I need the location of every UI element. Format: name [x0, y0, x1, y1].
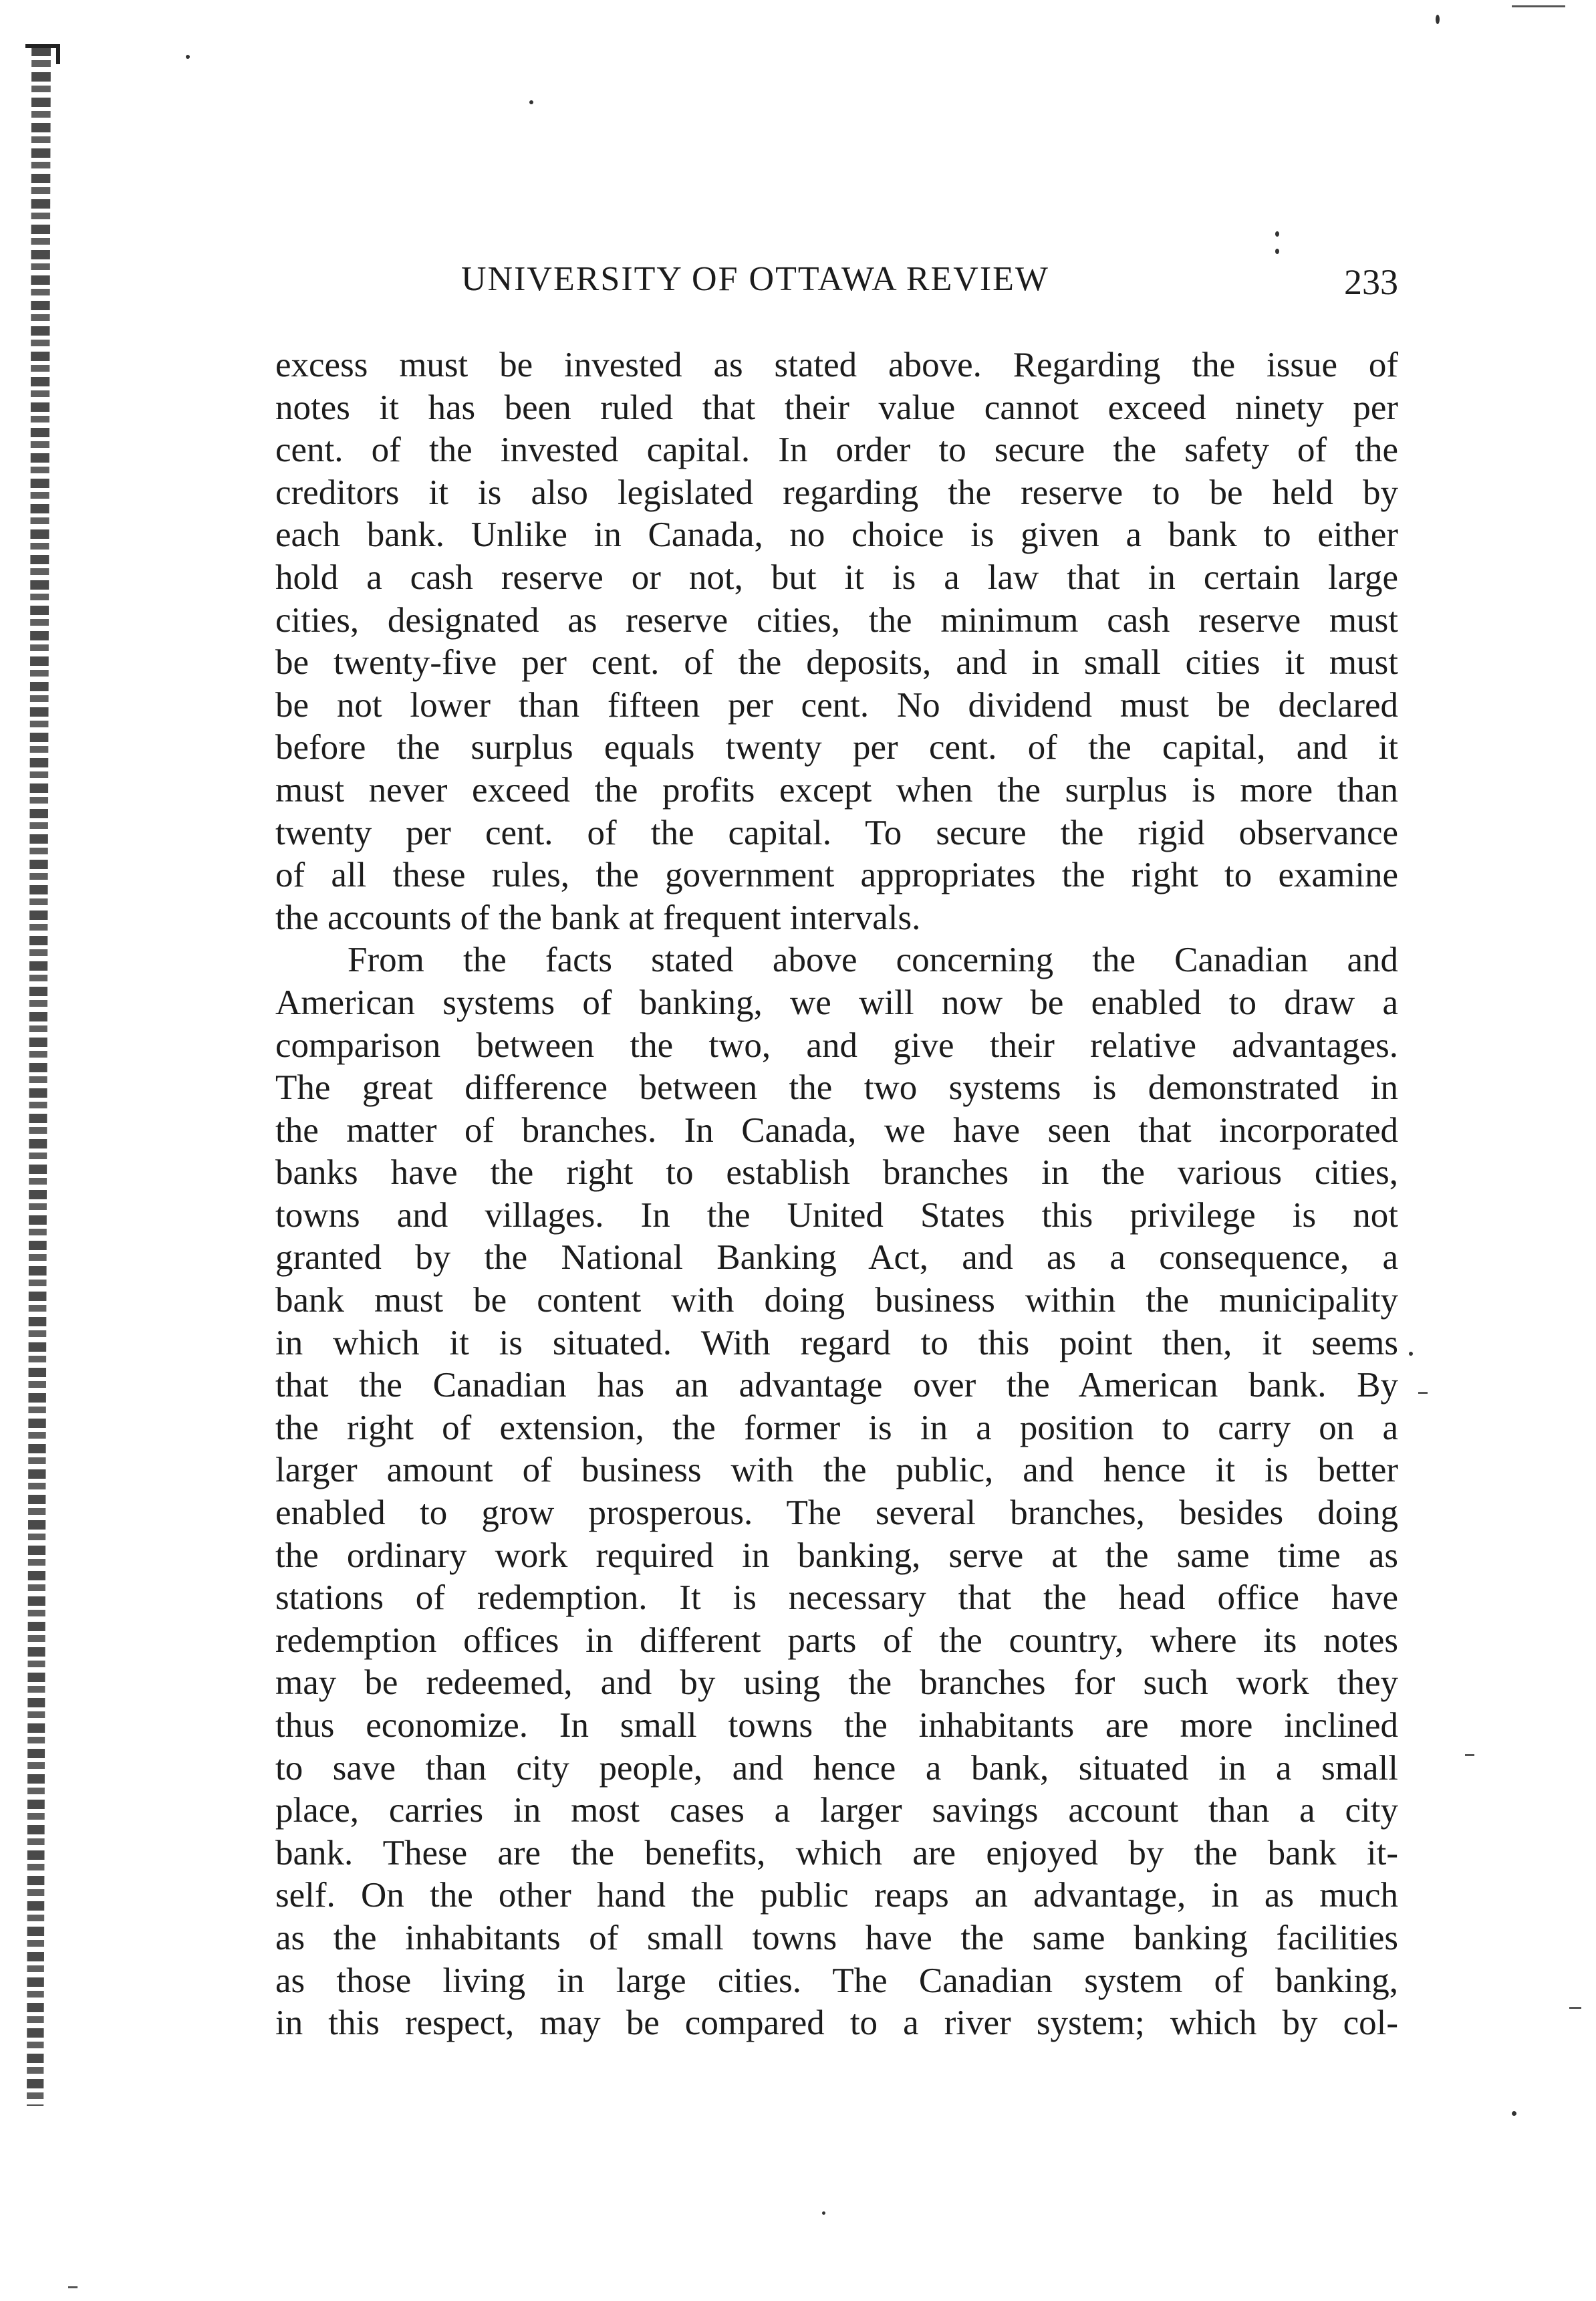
text-line: to save than city people, and hence a bank, situated in a small — [275, 1748, 1398, 1788]
text-line: in this respect, may be compared to a river system; which by col- — [275, 2004, 1398, 2043]
text-line: larger amount of business with the public, and hence it is better — [275, 1451, 1398, 1490]
text-line: bank must be content with doing business within the municipality — [275, 1281, 1398, 1320]
text-line: the ordinary work required in banking, serve at the same time as — [275, 1536, 1398, 1575]
text-line: twenty per cent. of the capital. To secure the rigid observance — [275, 813, 1398, 852]
running-head — [275, 256, 1398, 303]
text-line: American systems of banking, we will now be enabled to draw a — [275, 983, 1398, 1022]
body-text — [275, 344, 1398, 2045]
text-line: stations of redemption. It is necessary that the head office have — [275, 1578, 1398, 1618]
text-line: in which it is situated. With regard to this point then, it seems — [275, 1323, 1398, 1362]
journal-title: UNIVERSITY OF OTTAWA REVIEW — [461, 260, 1049, 298]
text-line: hold a cash reserve or not, but it is a law that in certain large — [275, 558, 1398, 597]
text-line: cent. of the invested capital. In order to secure the safety of the — [275, 431, 1398, 470]
text-line: bank. These are the benefits, which are enjoyed by the bank it- — [275, 1833, 1398, 1872]
text-line: each bank. Unlike in Canada, no choice is given a bank to either — [275, 515, 1398, 555]
text-line: notes it has been ruled that their value cannot exceed ninety per — [275, 388, 1398, 427]
text-line: thus economize. In small towns the inhabitants are more inclined — [275, 1706, 1398, 1745]
text-line: may be redeemed, and by using the branches for such work they — [275, 1663, 1398, 1703]
text-line: the right of extension, the former is in a position to carry on a — [275, 1408, 1398, 1447]
binding-tab — [25, 44, 60, 64]
text-line: banks have the right to establish branches in the various cities, — [275, 1153, 1398, 1193]
page-number: 233 — [1344, 262, 1398, 302]
text-line: be twenty-five per cent. of the deposits, and in small cities it must — [275, 643, 1398, 683]
scan-speck — [1275, 249, 1279, 254]
text-line: as the inhabitants of small towns have the same banking facilities — [275, 1918, 1398, 1957]
scan-speck — [822, 2211, 825, 2215]
text-line: enabled to grow prosperous. The several branches, besides doing — [275, 1493, 1398, 1533]
scan-line — [1465, 1754, 1474, 1756]
paragraph-end-line: the accounts of the bank at frequent intervals. — [275, 898, 921, 937]
scan-line — [68, 2286, 78, 2288]
text-line: towns and villages. In the United States this privilege is not — [275, 1195, 1398, 1235]
text-line: cities, designated as reserve cities, the minimum cash reserve must — [275, 600, 1398, 640]
text-line: before the surplus equals twenty per cent. of the capital, and it — [275, 728, 1398, 767]
scan-speck — [529, 100, 533, 104]
text-line: granted by the National Banking Act, and as a consequence, a — [275, 1238, 1398, 1278]
text-line: excess must be invested as stated above. Regarding the issue of — [275, 346, 1398, 384]
text-line: comparison between the two, and give their relative advantages. — [275, 1025, 1398, 1065]
text-line: the matter of branches. In Canada, we have seen that incorporated — [275, 1110, 1398, 1150]
binding-edge — [27, 47, 51, 2106]
scan-line — [1418, 1392, 1428, 1394]
scan-line — [1569, 2007, 1581, 2009]
text-line: that the Canadian has an advantage over the American bank. By — [275, 1366, 1398, 1405]
text-line: The great difference between the two systems is demonstrated in — [275, 1068, 1398, 1108]
text-line: creditors it is also legislated regarding the reserve to be held by — [275, 473, 1398, 512]
text-line: place, carries in most cases a larger savings account than a city — [275, 1791, 1398, 1830]
paragraph-start-line: From the facts stated above concerning the Canadian and — [348, 941, 1398, 980]
scan-speck — [186, 55, 190, 59]
text-line: redemption offices in different parts of the country, where its notes — [275, 1620, 1398, 1660]
scan-speck — [1409, 1352, 1413, 1356]
scan-speck — [1512, 2111, 1516, 2116]
text-line: of all these rules, the government appropriates the right to examine — [275, 856, 1398, 895]
scan-line — [1512, 5, 1565, 7]
text-line: self. On the other hand the public reaps an advantage, in as much — [275, 1876, 1398, 1915]
text-line: must never exceed the profits except when the surplus is more than — [275, 770, 1398, 810]
scan-speck — [1275, 231, 1279, 237]
scan-speck — [1436, 15, 1440, 24]
text-line: as those living in large cities. The Canadian system of banking, — [275, 1961, 1398, 2000]
text-line: be not lower than fifteen per cent. No dividend must be declared — [275, 685, 1398, 725]
